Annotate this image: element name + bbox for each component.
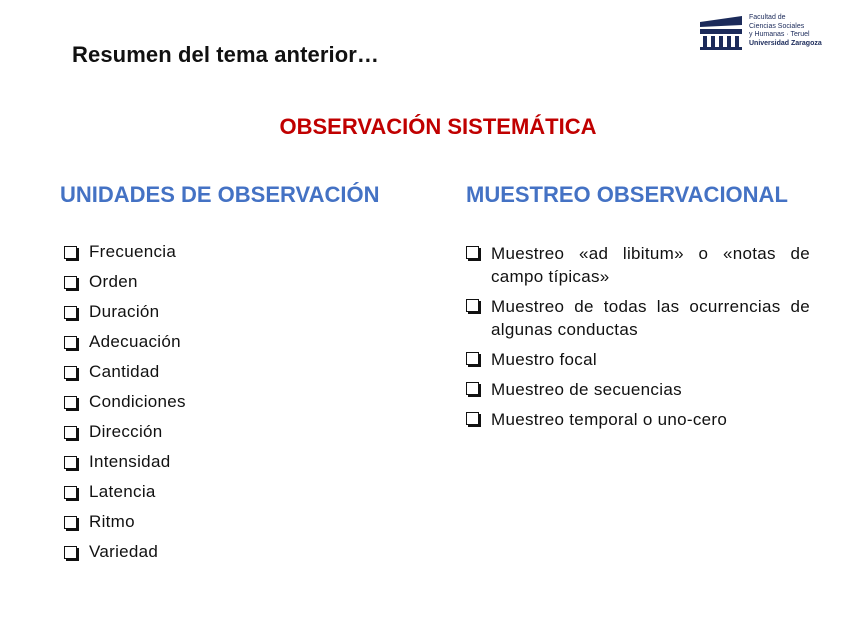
list-item <box>64 482 364 512</box>
sampling-heading: MUESTREO OBSERVACIONAL <box>466 182 788 207</box>
list-item-label: Muestreo temporal o uno-cero <box>491 410 728 429</box>
checkbox-icon <box>64 276 77 289</box>
list-item <box>466 378 810 401</box>
list-item <box>64 422 364 452</box>
checkbox-icon <box>64 396 77 409</box>
checkbox-icon <box>64 516 77 529</box>
list-item <box>64 332 364 362</box>
checkbox-icon <box>64 336 77 349</box>
list-item-label: Muestreo de todas las ocurrencias de algunas conductas <box>491 297 810 339</box>
list-item <box>64 362 364 392</box>
list-item <box>64 242 364 272</box>
list-item-label: Duración <box>89 302 160 321</box>
checkbox-icon <box>466 412 479 425</box>
list-item-label: Orden <box>89 272 138 291</box>
list-item-label: Dirección <box>89 422 163 441</box>
list-item-label: Adecuación <box>89 332 181 351</box>
slide-title: Resumen del tema anterior… <box>72 42 380 67</box>
checkbox-icon <box>64 246 77 259</box>
list-item-label: Latencia <box>89 482 156 501</box>
list-item <box>64 542 364 572</box>
university-logo <box>700 14 840 54</box>
logo-line-1: Facultad de <box>749 14 786 21</box>
checkbox-icon <box>64 486 77 499</box>
units-list <box>64 242 364 572</box>
list-item-label: Intensidad <box>89 452 171 471</box>
checkbox-icon <box>64 456 77 469</box>
list-item <box>64 272 364 302</box>
list-item <box>64 392 364 422</box>
list-item-label: Muestreo de secuencias <box>491 380 682 399</box>
list-item-label: Muestreo «ad libitum» o «notas de campo típicas» <box>491 244 810 286</box>
units-heading: UNIDADES DE OBSERVACIÓN <box>60 182 380 207</box>
list-item <box>466 295 810 341</box>
checkbox-icon <box>466 382 479 395</box>
logo-line-3: y Humanas · Teruel <box>749 31 810 38</box>
list-item <box>466 348 810 371</box>
checkbox-icon <box>64 546 77 559</box>
list-item-label: Variedad <box>89 542 159 561</box>
list-item <box>466 242 810 288</box>
list-item <box>64 302 364 332</box>
sampling-list <box>466 242 810 438</box>
checkbox-icon <box>466 246 479 259</box>
checkbox-icon <box>64 366 77 379</box>
list-item-label: Muestro focal <box>491 350 597 369</box>
checkbox-icon <box>64 306 77 319</box>
list-item <box>64 512 364 542</box>
checkbox-icon <box>466 352 479 365</box>
university-building-icon <box>700 16 742 50</box>
list-item <box>466 408 810 431</box>
list-item-label: Ritmo <box>89 512 135 531</box>
logo-line-4: Universidad Zaragoza <box>749 39 822 47</box>
main-heading: OBSERVACIÓN SISTEMÁTICA <box>279 114 597 139</box>
checkbox-icon <box>466 299 479 312</box>
list-item-label: Condiciones <box>89 392 186 411</box>
list-item-label: Frecuencia <box>89 242 177 261</box>
logo-text <box>749 14 822 48</box>
checkbox-icon <box>64 426 77 439</box>
list-item-label: Cantidad <box>89 362 160 381</box>
logo-line-2: Ciencias Sociales <box>749 22 805 30</box>
list-item <box>64 452 364 482</box>
